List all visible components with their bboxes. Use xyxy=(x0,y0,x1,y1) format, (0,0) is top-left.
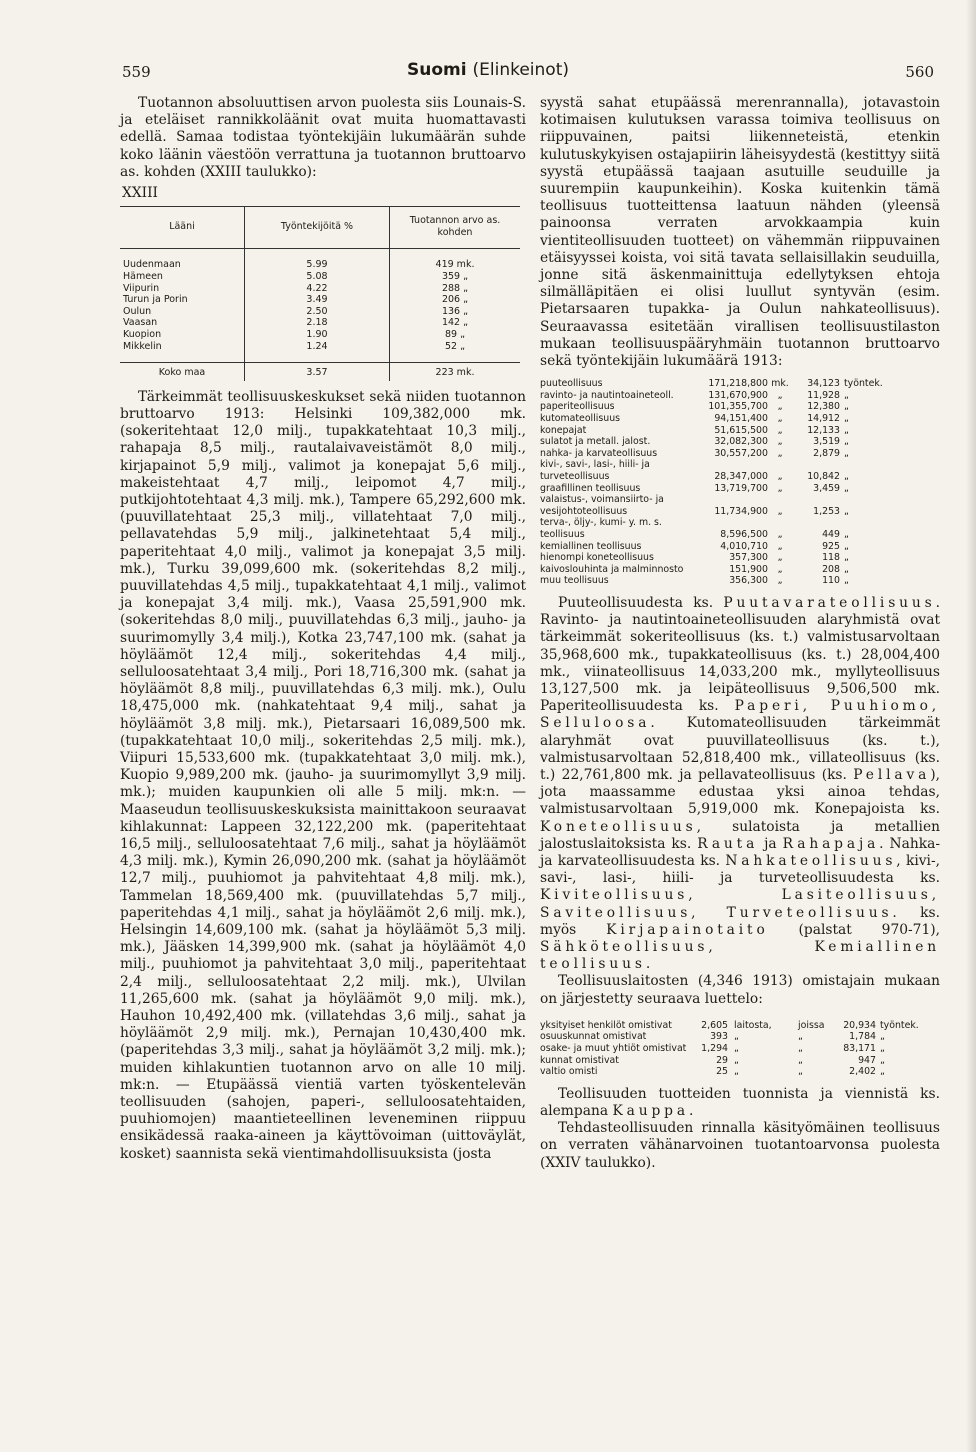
owner-type: yksityiset henkilöt omistivat xyxy=(540,1019,672,1031)
industry-value-unit: „ xyxy=(777,471,783,482)
page-edge-shadow xyxy=(966,0,976,1452)
industry-name: puuteollisuus xyxy=(540,378,603,390)
trade-reference-paragraph xyxy=(540,1086,940,1120)
column-header-tyontekijoita: Työntekijöitä % xyxy=(245,207,390,249)
table-xxiii-body xyxy=(120,249,520,363)
industry-value: 4,010,710 xyxy=(720,540,768,552)
industry-workers-unit: „ xyxy=(844,563,849,575)
owner-workers-unit: työntek. xyxy=(880,1019,919,1031)
table-row xyxy=(120,294,520,306)
industry-name: kivi-, savi-, lasi-, hiili- ja turveteollisuus xyxy=(540,459,650,482)
table-row xyxy=(540,378,940,390)
owner-workers-unit: „ xyxy=(880,1066,885,1078)
table-row xyxy=(540,390,940,402)
industry-name: paperiteollisuus xyxy=(540,401,615,413)
industry-workers: 11,928 xyxy=(807,389,840,401)
tyontekijoita-pct: 5.99 xyxy=(245,249,390,271)
industry-workers: 449 xyxy=(822,528,840,540)
owner-workers: 1,784 xyxy=(849,1031,876,1043)
text-segment: . xyxy=(645,956,651,973)
page-header xyxy=(0,60,976,84)
text-segment: , sulatoista ja metallien jalostuslaitoksista ks. xyxy=(540,818,940,852)
laani-name: Mikkelin xyxy=(120,341,245,363)
tyontekijoita-pct: 1.24 xyxy=(245,341,390,363)
industry-workers: 12,133 xyxy=(807,424,840,436)
industry-name: muu teollisuus xyxy=(540,575,609,587)
establishment-count: 393 xyxy=(710,1031,728,1043)
joissa-word: joissa xyxy=(798,1019,825,1031)
left-intro-paragraph: Tuotannon absoluuttisen arvon puolesta siis Lounais-S. ja eteläiset rannikkoläänit ovat muita huomattavasti edellä. Samaa todistaa työntekijäin lukumäärän suhde koko läänin väestöön verrattuna ja tuotannon bruttoarvo as. kohden (XXIII taulukko): xyxy=(120,95,526,180)
text-segment: . xyxy=(688,1102,694,1119)
industry-name: graafillinen teollisuus xyxy=(540,482,641,494)
industry-name: kutomateollisuus xyxy=(540,413,621,425)
industry-workers-unit: „ xyxy=(844,436,849,448)
text-segment: Puuteollisuudesta ks. xyxy=(558,594,724,611)
table-row xyxy=(120,341,520,363)
industry-name: kaivoslouhinta ja malminnosto xyxy=(540,563,684,575)
industry-value-unit: „ xyxy=(777,413,783,425)
owner-workers: 20,934 xyxy=(843,1019,876,1031)
tyontekijoita-pct: 2.50 xyxy=(245,306,390,318)
industry-workers: 34,123 xyxy=(807,378,840,390)
table-row xyxy=(120,317,520,329)
industry-value-unit: mk. xyxy=(771,378,789,390)
industry-value: 51,615,500 xyxy=(714,424,768,436)
cross-reference: Rauta xyxy=(697,835,759,852)
industry-workers-unit: „ xyxy=(844,389,849,401)
industry-name: terva-, öljy-, kumi- y. m. s. teollisuus xyxy=(540,517,662,540)
industry-name: sulatot ja metall. jalost. xyxy=(540,436,651,448)
tyontekijoita-pct: 5.08 xyxy=(245,271,390,283)
table-row xyxy=(540,448,940,460)
tuotannon-arvo: 288 „ xyxy=(390,283,521,295)
laani-name: Uudenmaan xyxy=(123,259,181,271)
industry-name: nahka- ja karvateollisuus xyxy=(540,447,658,459)
industry-workers-unit: „ xyxy=(844,471,849,482)
industry-workers-unit: „ xyxy=(844,424,849,436)
industry-workers-unit: „ xyxy=(844,482,849,494)
industry-value: 28,347,000 xyxy=(714,471,768,482)
industry-value: 32,082,300 xyxy=(714,436,768,448)
industry-name: kemiallinen teollisuus xyxy=(540,540,642,552)
industry-value-unit: „ xyxy=(777,424,783,436)
industry-value: 11,734,900 xyxy=(714,505,768,517)
industry-value: 101,355,700 xyxy=(708,401,768,413)
owner-workers-unit: „ xyxy=(880,1043,885,1054)
joissa-word: „ xyxy=(798,1031,803,1043)
table-row xyxy=(540,1031,940,1043)
text-segment: ja xyxy=(758,835,783,852)
industry-workers: 925 xyxy=(822,540,840,552)
industry-workers: 3,519 xyxy=(813,436,840,448)
tyontekijoita-pct: 2.18 xyxy=(245,317,390,329)
industry-value-unit: „ xyxy=(777,389,783,401)
right-column xyxy=(540,95,940,1172)
owner-workers: 2,402 xyxy=(849,1066,876,1078)
tyontekijoita-pct: 1.90 xyxy=(245,329,390,341)
tuotannon-arvo: 136 „ xyxy=(390,306,521,318)
industry-value-unit: „ xyxy=(777,447,783,459)
industry-table xyxy=(540,378,940,587)
owner-type: osuuskunnat omistivat xyxy=(540,1031,647,1043)
industry-workers-unit: „ xyxy=(844,540,849,552)
text-segment: (palstat 970-71), xyxy=(768,921,940,938)
industry-workers-unit: „ xyxy=(844,505,849,517)
tyontekijoita-pct: 4.22 xyxy=(245,283,390,295)
establishment-unit: „ xyxy=(734,1066,739,1078)
laani-name: Turun ja Porin xyxy=(123,294,188,306)
industry-name: konepajat xyxy=(540,424,587,436)
text-segment: . Nahka- ja karvateollisuudesta ks. xyxy=(540,835,940,869)
industry-name: hienompi koneteollisuus xyxy=(540,552,654,564)
industry-workers: 2,879 xyxy=(813,447,840,459)
left-body-paragraph: Tärkeimmät teollisuuskeskukset sekä niiden tuotannon bruttoarvo 1913: Helsinki 109,382,000 mk. (sokeritehtaat 12,0 milj., tupakkatehtaat 10,3 milj., rahapaja 8,5 milj., rautalaivaveistämöt 8,0 milj., kirjapainot 5,9 milj., valimot ja konepajat 5,6 milj., makeistehtaat 4,7 milj., leipomot 4,7 milj., putkijohtotehtaat 4,3 milj. mk.), Tampere 65,292,600 mk. (puuvillatehtaat 25,3 milj., villatehtaat 7,0 milj., pellavatehdas 5,9 milj., jalkinetehtaat 5,4 milj., paperitehtaat 4,0 milj., valimot ja konepajat 3,5 milj. mk.), Turku 39,099,600 mk. (sokeritehdas 8,2 milj., puuvillatehdas 4,5 milj., tupakkatehtaat 4,1 milj., valimot ja konepajat 3,4 milj. mk.), Vaasa 25,591,900 mk. (sokeritehdas 8,0 milj., puuvillatehdas 6,3 milj., jauho- ja suurimomylly 3,4 milj.), Kotka 23,747,100 mk. (sahat ja höyläämöt 12,4 milj., sokeritehdas 4,4 milj., selluloosatehtaat 3,4 milj., Pori 18,716,300 mk. (sahat ja höyläämöt 8,8 milj., puuvillatehdas 6,3 milj. mk.), Oulu 18,475,000 mk. (nahkatehtaat 9,4 milj., sahat ja höyläämöt 3,8 milj. mk.), Pietarsaari 16,089,500 mk. (tupakkatehtaat 10,0 milj., sokeritehdas 2,5 milj. mk.), Viipuri 15,533,600 mk. (tupakkatehtaat 3,0 milj. mk.), Kuopio 9,989,200 mk. (jauho- ja suurimomyllyt 3,9 milj. mk.); muiden kaupunkien oli alle 5 milj. mk:n. — Maaseudun teollisuuskeskuksista mainittakoon seuraavat kihlakunnat: Lappeen 32,122,200 mk. (paperitehtaat 16,5 milj., selluloosatehtaat 7,6 milj., sahat ja höyläämöt 4,3 milj. mk.), Kymin 26,090,200 mk. (sahat ja höyläämöt 12,7 milj., puuhiomot ja pahvitehtaat 4,8 milj. mk.), Tammelan 18,569,400 mk. (puuvillatehdas 5,7 milj., paperitehdas 4,1 milj., sahat ja höyläämöt 2,6 milj. mk.), Helsingin 14,609,100 mk. (sahat ja höyläämöt 5,3 milj. mk.), Jääsken 14,399,900 mk. (sahat ja höyläämöt 4,0 milj., puuhiomot ja pahvitehtaat 3,0 milj., paperitehtaat 2,4 milj., selluloosatehtaat 2,2 milj. mk.), Ulvilan 11,265,600 mk. (sahat ja höyläämöt 9,0 milj. mk.), Hauhon 10,492,400 mk. (villatehdas 3,6 milj., sahat ja höyläämöt 2,9 milj. mk.), Pernajan 10,430,400 mk. (paperitehdas 3,3 milj., sahat ja höyläämöt 3,2 milj. mk.); muiden kihlakuntien tuotannon arvo on alle 10 milj. mk:n. — Etupäässä vientiä varten työskentelevän teollisuuden (sahojen, paperi-, selluloosatehtaiden, puuhiomojen) maantieteellinen leveneminen riippuu ensikädessä raaka-aineen ja käyttövoiman (uittoväylät, kosket) saannista sekä vientimahdollisuuksista (josta xyxy=(120,388,526,1162)
cross-reference: Kauppa xyxy=(612,1102,689,1119)
tuotannon-arvo: 206 „ xyxy=(390,294,521,306)
cross-reference: Rahapaja xyxy=(782,835,880,852)
establishment-unit: „ xyxy=(734,1043,739,1054)
industry-workers: 14,912 xyxy=(807,413,840,425)
tyontekijoita-pct: 3.49 xyxy=(245,294,390,306)
table-xxiii-header-row xyxy=(120,207,520,249)
table-row xyxy=(540,517,940,540)
owners-table xyxy=(540,1020,940,1078)
laani-name: Kuopion xyxy=(123,328,162,340)
tuotannon-arvo: 52 „ xyxy=(390,341,521,363)
text-segment: , kivi-, savi-, lasi-, hiili- ja turveteollisuudesta ks. xyxy=(540,852,940,887)
industry-workers-unit: „ xyxy=(844,447,849,459)
total-value: 223 mk. xyxy=(390,363,521,381)
table-row xyxy=(540,1055,940,1067)
industry-name: ravinto- ja nautintoaineteoll. xyxy=(540,389,674,401)
running-title-main: Suomi xyxy=(407,60,467,80)
table-row xyxy=(540,1043,940,1055)
table-row xyxy=(540,1066,940,1078)
owner-workers: 947 xyxy=(858,1054,876,1066)
laani-name: Oulun xyxy=(123,305,152,317)
left-column xyxy=(120,95,526,1163)
owner-workers-unit: „ xyxy=(880,1054,885,1066)
establishment-unit: laitosta, xyxy=(734,1019,772,1031)
industry-value: 30,557,200 xyxy=(714,447,768,459)
text-segment: Teollisuuden tuotteiden tuonnista ja viennistä ks. alempana xyxy=(540,1085,940,1119)
owner-workers: 83,171 xyxy=(843,1043,876,1054)
owner-type: kunnat omistivat xyxy=(540,1054,619,1066)
table-row xyxy=(540,401,940,413)
industry-workers-unit: „ xyxy=(844,552,849,564)
column-header-laani: Lääni xyxy=(120,207,245,249)
tuotannon-arvo: 142 „ xyxy=(390,317,521,329)
industry-value: 131,670,900 xyxy=(708,389,768,401)
industry-table-body xyxy=(540,378,940,587)
industry-workers: 3,459 xyxy=(813,482,840,494)
establishment-count: 25 xyxy=(716,1066,728,1078)
table-row xyxy=(540,1020,940,1032)
joissa-word: „ xyxy=(798,1043,803,1054)
table-row xyxy=(540,575,940,587)
total-pct: 3.57 xyxy=(245,363,390,381)
establishment-count: 1,294 xyxy=(701,1043,728,1054)
industry-value: 356,300 xyxy=(729,575,768,587)
table-xxiii xyxy=(120,206,520,381)
cross-reference: Kirjapainotaito xyxy=(606,921,769,938)
table-row xyxy=(540,459,940,482)
establishment-unit: „ xyxy=(734,1054,739,1066)
industry-value-unit: „ xyxy=(777,401,783,413)
industry-value-unit: „ xyxy=(777,528,783,540)
running-title xyxy=(0,60,976,80)
industry-workers: 110 xyxy=(822,575,840,587)
tuotannon-arvo: 359 „ xyxy=(390,271,521,283)
table-row xyxy=(540,483,940,495)
industry-value: 151,900 xyxy=(729,563,768,575)
owner-type: osake- ja muut yhtiöt omistivat xyxy=(540,1043,687,1054)
industry-workers: 1,253 xyxy=(813,505,840,517)
handicraft-paragraph: Tehdasteollisuuden rinnalla käsityömäinen teollisuus on verraten vähänarvoinen tuotantoarvonsa puolesta (XXIV taulukko). xyxy=(540,1120,940,1171)
text-segment: ), jota maassamme edustaa yksi ainoa tehdas, valmistusarvoltaan 5,919,000 mk. Konepajoista ks. xyxy=(540,766,940,818)
text-segment: . Kutomateollisuuden tärkeimmät alaryhmät ovat puuvillateollisuus (ks. t.), valmistusarvoltaan 52,818,400 mk., villateollisuus (ks. t.) 22,761,800 mk. ja pellavateollisuus (ks. xyxy=(540,715,940,783)
table-row xyxy=(540,413,940,425)
industry-workers: 118 xyxy=(822,552,840,564)
industry-value: 8,596,500 xyxy=(720,528,768,540)
table-row xyxy=(120,249,520,271)
industry-value: 357,300 xyxy=(729,552,768,564)
industry-value-unit: „ xyxy=(777,505,783,517)
joissa-word: „ xyxy=(798,1054,803,1066)
right-intro-paragraph: syystä sahat etupäässä merenrannalla), jotavastoin kotimaisen kulutuksen varassa toimiva teollisuus on riippuvainen, paitsi liikenneteistä, etenkin kulutuskykyisen ostajapiirin läheisyydestä (kestittyy siitä syystä etupäässä taajaan asutuille seuduille ja suurempiin kaupunkeihin). Koska kuitenkin tämä teollisuus tuotteittensa laatuun nähden (yleensä painoonsa verraten arvokkaampia kuin vientiteollisuuden tuotteet) on vähemmän riippuvainen etäisyyssei koista, voi sitä tavata sellaisillakin seuduilla, jonne sitä äskenmainittuja edellytyksen ehtoja silmälläpitäen ei olisi luullut syntyvän (esim. Pietarsaaren tupakka- ja Oulun nahkateollisuus). Seuraavassa esitetään virallisen teollisuustilaston mukaan teollisuuspääryhmäin tuotannon bruttoarvo sekä työntekijäin lukumäärä 1913: xyxy=(540,95,940,370)
establishment-unit: „ xyxy=(734,1031,739,1043)
industry-value: 13,719,700 xyxy=(714,482,768,494)
industry-discussion-paragraph xyxy=(540,595,940,973)
cross-reference: Pellava xyxy=(853,766,931,783)
industry-value-unit: „ xyxy=(777,482,783,494)
page-number-left: 559 xyxy=(122,63,151,81)
owners-intro-paragraph: Teollisuuslaitosten (4,346 1913) omistajain mukaan on järjestetty seuraava luettelo: xyxy=(540,973,940,1007)
text-segment: . Ravinto- ja nautintoaineteollisuuden alaryhmistä ovat tärkeimmät sokeriteollisuus (ks. t.) valmistusarvoltaan 35,968,600 mk., tupakkateollisuus (ks. t.) 28,004,400 mk., viinateollisuus 14,033,200 mk., myllyteollisuus 13,127,500 mk. ja leipäteollisuus 9,506,500 mk. Paperiteollisuudesta ks. xyxy=(540,594,940,715)
industry-workers-unit: „ xyxy=(844,575,849,587)
owner-workers-unit: „ xyxy=(880,1031,885,1043)
table-xxiii-label: XXIII xyxy=(122,185,158,202)
industry-value-unit: „ xyxy=(777,563,783,575)
industry-value: 94,151,400 xyxy=(714,413,768,425)
total-name: Koko maa xyxy=(158,367,206,379)
cross-reference: Koneteollisuus xyxy=(540,818,697,835)
cross-reference: Puutavarateollisuus xyxy=(723,594,936,611)
table-row xyxy=(120,306,520,318)
laani-name: Vaasan xyxy=(123,317,158,329)
industry-workers: 208 xyxy=(822,563,840,575)
text-segment: . ks. myös xyxy=(540,904,940,938)
establishment-count: 29 xyxy=(716,1054,728,1066)
cross-reference: Nahkateollisuus xyxy=(725,852,897,869)
industry-workers: 10,842 xyxy=(807,471,840,482)
cross-reference: Kiviteollisuus, Lasiteollisuus, Saviteollisuus, Turveteollisuus xyxy=(540,887,940,921)
table-row xyxy=(540,541,940,553)
tuotannon-arvo: 89 „ xyxy=(390,329,521,341)
table-row xyxy=(540,436,940,448)
table-row xyxy=(540,552,940,564)
column-header-tuotannon-arvo: Tuotannon arvo as. kohden xyxy=(390,207,521,249)
industry-workers-unit: „ xyxy=(844,413,849,425)
industry-workers: 12,380 xyxy=(807,401,840,413)
joissa-word: „ xyxy=(798,1066,803,1078)
industry-name: valaistus-, voimansiirto- ja vesijohtoteollisuus xyxy=(540,494,664,517)
industry-workers-unit: työntek. xyxy=(844,378,883,390)
owner-type: valtio omisti xyxy=(540,1066,598,1078)
industry-workers-unit: „ xyxy=(844,528,849,540)
tuotannon-arvo: 419 mk. xyxy=(390,249,521,271)
table-row xyxy=(540,425,940,437)
industry-value-unit: „ xyxy=(777,552,783,564)
page-number-right: 560 xyxy=(905,63,934,81)
industry-workers-unit: „ xyxy=(844,401,849,413)
table-row xyxy=(120,329,520,341)
table-row xyxy=(540,494,940,517)
cross-reference: Sähköteollisuus, Kemiallinen teollisuus xyxy=(540,939,940,973)
establishment-count: 2,605 xyxy=(701,1019,728,1031)
table-row xyxy=(120,271,520,283)
laani-name: Viipurin xyxy=(123,282,160,294)
table-xxiii-total-row xyxy=(120,363,520,381)
cross-reference: Paperi, Puuhiomo, Selluloosa xyxy=(540,698,940,732)
running-title-sub: (Elinkeinot) xyxy=(472,60,569,80)
industry-value-unit: „ xyxy=(777,575,783,587)
table-row xyxy=(540,564,940,576)
industry-value-unit: „ xyxy=(777,436,783,448)
table-row xyxy=(120,283,520,295)
laani-name: Hämeen xyxy=(123,271,163,282)
industry-value-unit: „ xyxy=(777,540,783,552)
industry-value: 171,218,800 xyxy=(708,378,768,390)
owners-table-body xyxy=(540,1020,940,1078)
